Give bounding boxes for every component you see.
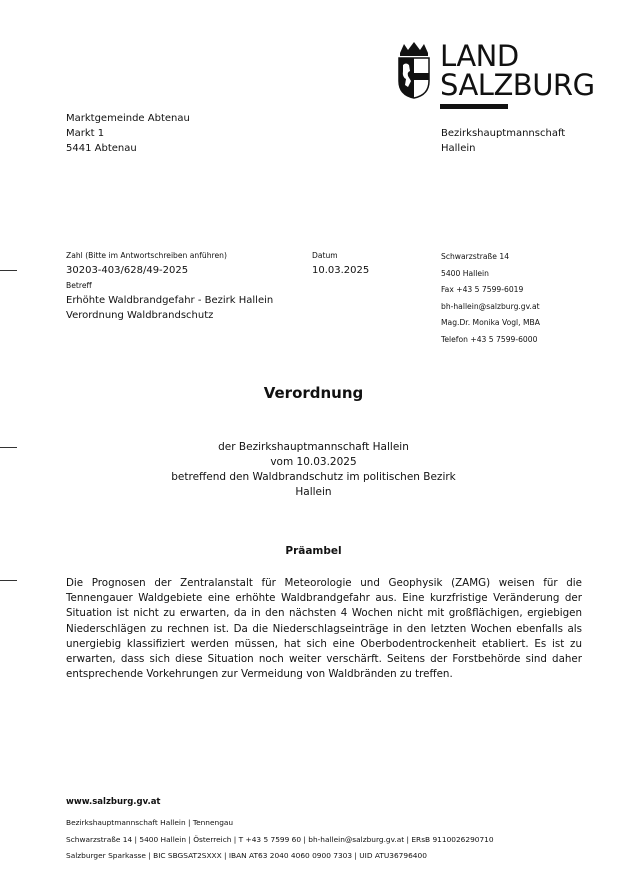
betreff-line-1: Erhöhte Waldbrandgefahr - Bezirk Hallein xyxy=(66,295,274,306)
logo-wordmark xyxy=(440,39,595,102)
recipient-address xyxy=(66,111,190,156)
betreff-line-2: Verordnung Waldbrandschutz xyxy=(66,310,214,321)
contact-street: Schwarzstraße 14 xyxy=(441,252,510,261)
footer-line-3: Salzburger Sparkasse | BIC SBGSAT2SXXX | IBAN AT63 2040 4060 0900 7303 | UID ATU36796400 xyxy=(66,851,427,860)
contact-phone: Telefon +43 5 7599-6000 xyxy=(441,334,538,344)
zahl-value: 30203-403/628/49-2025 xyxy=(66,265,189,276)
logo-line-salzburg: SALZBURG xyxy=(440,68,595,102)
fold-mark-top xyxy=(0,270,17,271)
logo-line-land: LAND xyxy=(440,39,519,73)
sender-line-2: Hallein xyxy=(441,143,476,154)
subtitle-line-1: der Bezirkshauptmannschaft Hallein xyxy=(218,441,409,453)
footer-line-2: Schwarzstraße 14 | 5400 Hallein | Österreich | T +43 5 7599 60 | bh-hallein@salzburg.gv.at | ERsB 9110026290710 xyxy=(66,835,494,844)
document-title: Verordnung xyxy=(263,384,364,402)
footer-website[interactable]: www.salzburg.gv.at xyxy=(66,797,161,807)
preamble-text: Die Prognosen der Zentralanstalt für Meteorologie und Geophysik (ZAMG) weisen für die Tennengauer Waldgebiete eine erhöhte Waldbrandgefahr aus. Eine kurzfristige Veränderung der Situation ist nicht zu erwarten, da in den nächsten 4 Wochen nicht mit großflächigen, ergiebigen Niederschlägen zu rechnen ist. Da die Niederschlagseinträge in den letzten Wochen ebenfalls als unergiebig klassifiziert werden müssen, hat sich eine Oberbodentrockenheit etabliert. Es ist zu erwarten, dass sich diese Situation noch weiter verschärft. Seitens der Forstbehörde sind daher entsprechende Vorkehrungen zur Vermeidung von Waldbränden zu treffen. xyxy=(66,577,582,681)
coat-of-arms-icon xyxy=(395,41,433,99)
preamble-heading: Präambel xyxy=(285,545,342,557)
subtitle-line-3: betreffend den Waldbrandschutz im politischen Bezirk xyxy=(171,471,456,483)
logo-underline xyxy=(440,104,508,109)
recipient-name: Marktgemeinde Abtenau xyxy=(66,113,190,124)
contact-person: Mag.Dr. Monika Vogl, MBA xyxy=(441,318,540,327)
recipient-street: Markt 1 xyxy=(66,128,105,139)
subtitle-line-2: vom 10.03.2025 xyxy=(270,456,357,468)
datum-label: Datum xyxy=(312,251,338,260)
sender-block xyxy=(441,126,565,156)
fold-mark-bottom xyxy=(0,580,17,581)
contact-fax: Fax +43 5 7599-6019 xyxy=(441,285,524,294)
zahl-label: Zahl (Bitte im Antwortschreiben anführen) xyxy=(66,251,227,260)
recipient-city: 5441 Abtenau xyxy=(66,143,137,154)
betreff-label: Betreff xyxy=(66,281,92,290)
contact-block xyxy=(441,249,540,348)
footer-line-1: Bezirkshauptmannschaft Hallein | Tennengau xyxy=(66,818,234,827)
datum-value: 10.03.2025 xyxy=(312,265,370,276)
contact-city: 5400 Hallein xyxy=(441,268,489,278)
contact-email[interactable]: bh-hallein@salzburg.gv.at xyxy=(441,301,540,311)
subtitle-line-4: Hallein xyxy=(295,486,332,498)
sender-line-1: Bezirkshauptmannschaft xyxy=(441,128,566,139)
